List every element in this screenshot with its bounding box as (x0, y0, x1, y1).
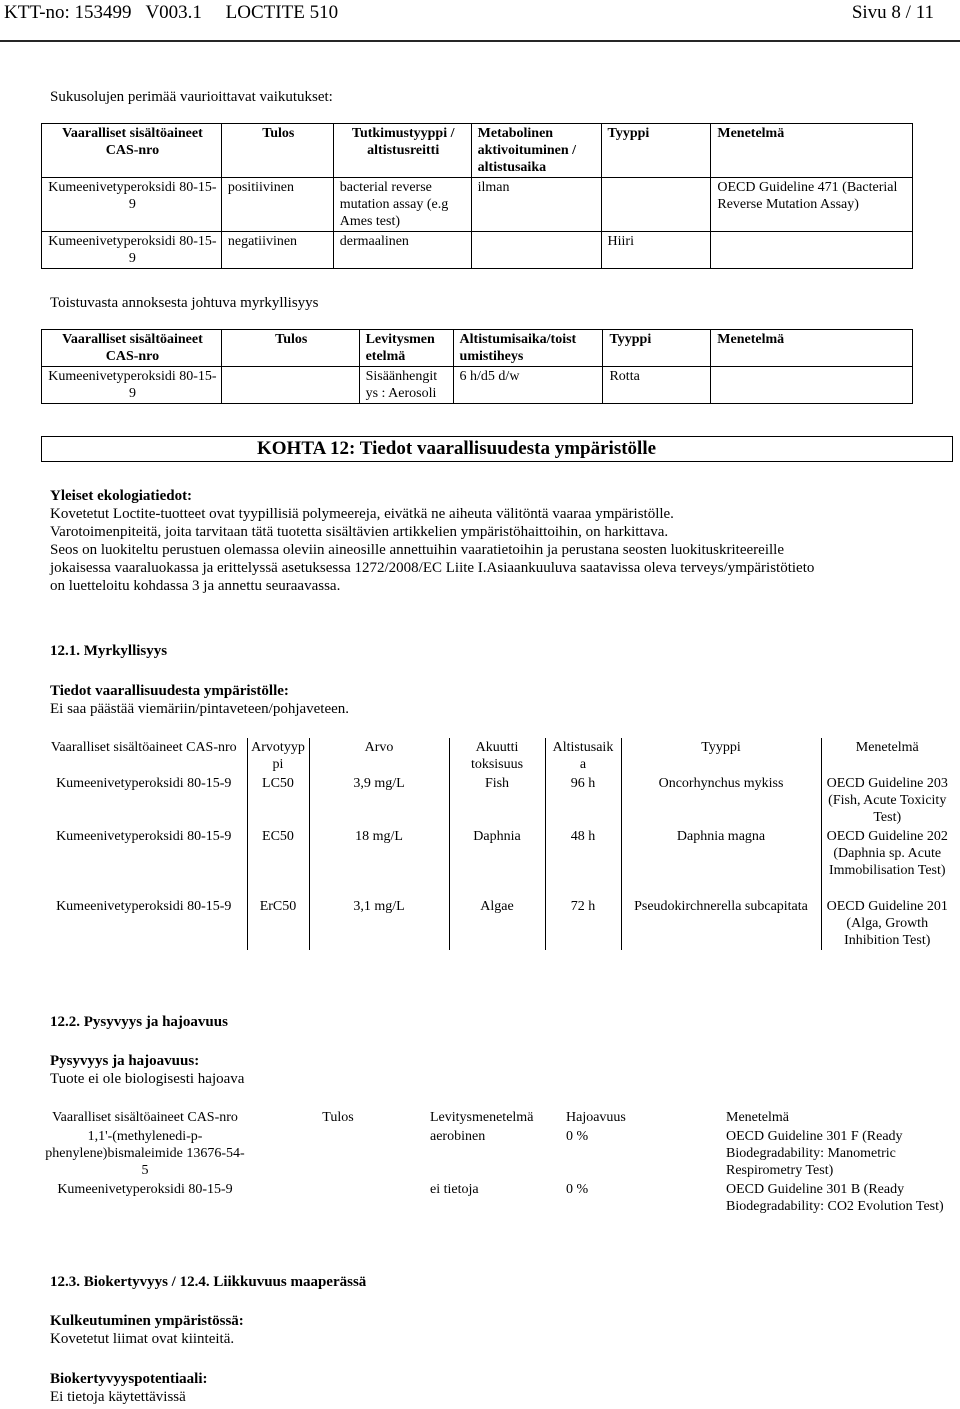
subsection-12-2-title: 12.2. Pysyvyys ja hajoavuus (50, 1014, 228, 1030)
mutagenicity-table (41, 123, 913, 269)
col-method: Menetelmä (726, 1110, 789, 1125)
cell-method: OECD Guideline 301 F (Ready Biodegradability: Manometric Respirometry Test) (726, 1129, 903, 1178)
cell-substance: Kumeenivetyperoksidi 80-15-9 (56, 776, 232, 791)
cell-species: Daphnia magna (621, 827, 821, 897)
cell-substance: Kumeenivetyperoksidi 80-15-9 (42, 367, 222, 404)
col-substance: Vaaralliset sisältöaineet CAS-nro (52, 1110, 238, 1125)
table-row (41, 774, 953, 827)
col-acute-tox: Akuutti toksisuus (449, 738, 545, 774)
mutagenicity-title: Sukusolujen perimää vaurioittavat vaikutukset: (50, 89, 333, 105)
cell-method: OECD Guideline 202 (Daphnia sp. Acute Immobilisation Test) (826, 829, 948, 878)
table-header-row (41, 1108, 953, 1127)
cell-study: bacterial reverse mutation assay (e.g Ames test) (333, 178, 471, 232)
col-activation: Metabolinen aktivoituminen / altistusaika (471, 124, 601, 178)
toxicity-label: Tiedot vaarallisuudesta ympäristölle: (50, 683, 289, 699)
col-route: Levitysmenetelmä (430, 1110, 534, 1125)
mobility-label: Kulkeutuminen ympäristössä: (50, 1313, 244, 1329)
col-route: Levitysmen etelmä (359, 330, 453, 367)
persistence-text: Tuote ei ole biologisesti hajoava (50, 1071, 245, 1087)
cell-exposure: 72 h (570, 899, 596, 914)
table-row (41, 827, 953, 897)
cell-result: negatiivinen (221, 232, 333, 269)
col-substance: Vaaralliset sisältöaineet CAS-nro (42, 330, 222, 367)
section-12-title: KOHTA 12: Tiedot vaarallisuudesta ympäristölle (257, 438, 657, 459)
cell-degradability: 0 % (566, 1182, 589, 1197)
cell-result (221, 367, 359, 404)
col-type: Tyyppi (601, 124, 711, 178)
col-substance: Vaaralliset sisältöaineet CAS-nro (50, 740, 237, 755)
page-header (0, 0, 960, 42)
persistence-label: Pysyvyys ja hajoavuus: (50, 1053, 200, 1069)
cell-route: Sisäänhengit ys : Aerosoli (359, 367, 453, 404)
cell-species: Pseudokirchnerella subcapitata (621, 897, 821, 950)
col-method: Menetelmä (711, 330, 913, 367)
cell-activation (471, 232, 601, 269)
persistence-table (41, 1108, 953, 1216)
subsection-12-3-title: 12.3. Biokertyvyys / 12.4. Liikkuvuus maaperässä (50, 1274, 367, 1290)
bioaccumulation-label: Biokertyvyyspotentiaali: (50, 1371, 208, 1387)
col-exposure: Altistusaik a (552, 740, 614, 772)
cell-value: 3,9 mg/L (353, 776, 405, 791)
mobility-text: Kovetetut liimat ovat kiinteitä. (50, 1331, 235, 1347)
cell-activation: ilman (471, 178, 601, 232)
page-number: Sivu 8 / 11 (851, 2, 934, 23)
repeated-dose-table (41, 329, 913, 404)
cell-type: Hiiri (601, 232, 711, 269)
table-header-row (42, 330, 913, 367)
cell-method (711, 367, 913, 404)
table-row (41, 1180, 953, 1216)
cell-result: positiivinen (221, 178, 333, 232)
cell-substance: 1,1'-(methylenedi-p-phenylene)bismaleimide 13676-54-5 (45, 1129, 245, 1178)
cell-method: OECD Guideline 471 (Bacterial Reverse Mutation Assay) (711, 178, 913, 232)
paragraph-line: on luetteloitu kohdassa 3 ja annettu seuraavassa. (50, 578, 341, 594)
col-type: Tyyppi (603, 330, 711, 367)
general-eco-text (50, 505, 950, 595)
document-id: KTT-no: 153499 V003.1 LOCTITE 510 (4, 2, 339, 23)
col-species: Tyyppi (621, 738, 821, 774)
col-result: Tulos (221, 124, 333, 178)
cell-value: 3,1 mg/L (353, 899, 405, 914)
col-study: Tutkimustyyppi / altistusreitti (333, 124, 471, 178)
cell-acute-tox: Daphnia (449, 827, 545, 897)
cell-route: ei tietoja (430, 1182, 479, 1197)
cell-acute-tox: Fish (449, 774, 545, 827)
repeated-dose-title: Toistuvasta annoksesta johtuva myrkyllisyys (50, 295, 319, 311)
toxicity-text: Ei saa päästää viemäriin/pintaveteen/pohjaveteen. (50, 701, 350, 717)
table-row (41, 1127, 953, 1180)
col-result: Tulos (322, 1110, 354, 1125)
col-result: Tulos (221, 330, 359, 367)
col-degradability: Hajoavuus (566, 1110, 626, 1125)
table-header-row (42, 124, 913, 178)
general-eco-label: Yleiset ekologiatiedot: (50, 488, 193, 504)
cell-substance: Kumeenivetyperoksidi 80-15-9 (42, 232, 222, 269)
cell-substance: Kumeenivetyperoksidi 80-15-9 (42, 178, 222, 232)
table-row (42, 367, 913, 404)
cell-type: Rotta (603, 367, 711, 404)
paragraph-line: Varotoimenpiteitä, joita tarvitaan tätä tuotetta sisältävien artikkelien ympäristöhaittoihin, on harkittava. (50, 524, 669, 540)
cell-substance: Kumeenivetyperoksidi 80-15-9 (57, 1182, 233, 1197)
cell-species: Oncorhynchus mykiss (621, 774, 821, 827)
cell-duration: 6 h/d5 d/w (453, 367, 603, 404)
col-value-type: Arvotyyp pi (247, 738, 309, 774)
cell-result (249, 1180, 427, 1216)
cell-method: OECD Guideline 203 (Fish, Acute Toxicity Test) (826, 776, 948, 825)
cell-type (601, 178, 711, 232)
paragraph-line: jokaisessa vaaraluokassa ja erittelyssä asetuksessa 1272/2008/EC Liite I.Asiaankuuluva saatavissa oleva terveys/ympäristötieto (50, 560, 815, 576)
bioaccumulation-text: Ei tietoja käytettävissä (50, 1389, 186, 1405)
cell-value-type: LC50 (247, 774, 309, 827)
toxicity-table (41, 738, 953, 950)
subsection-12-1-title: 12.1. Myrkyllisyys (50, 643, 168, 659)
cell-exposure: 48 h (570, 829, 596, 844)
cell-substance: Kumeenivetyperoksidi 80-15-9 (56, 829, 232, 844)
cell-degradability: 0 % (566, 1129, 589, 1144)
paragraph-line: Kovetetut Loctite-tuotteet ovat tyypillisiä polymeereja, eivätkä ne aiheuta välitöntä vaaraa ympäristölle. (50, 506, 674, 522)
cell-result (249, 1127, 427, 1180)
col-duration: Altistumisaika/toist umistiheys (453, 330, 603, 367)
table-row (42, 232, 913, 269)
cell-exposure: 96 h (570, 776, 596, 791)
cell-route: aerobinen (430, 1129, 486, 1144)
cell-method: OECD Guideline 201 (Alga, Growth Inhibition Test) (826, 899, 948, 948)
col-method: Menetelmä (855, 740, 919, 755)
col-substance: Vaaralliset sisältöaineet CAS-nro (42, 124, 222, 178)
cell-value: 18 mg/L (355, 829, 403, 844)
header-divider (0, 40, 960, 42)
cell-method (711, 232, 913, 269)
table-header-row (41, 738, 953, 774)
cell-acute-tox: Algae (449, 897, 545, 950)
cell-method: OECD Guideline 301 B (Ready Biodegradability: CO2 Evolution Test) (726, 1182, 944, 1214)
col-value: Arvo (364, 740, 394, 755)
cell-value-type: EC50 (247, 827, 309, 897)
cell-study: dermaalinen (333, 232, 471, 269)
paragraph-line: Seos on luokiteltu perustuen olemassa oleviin aineosille annettuihin vaaratietoihin ja perustana seosten luokituskriteereille (50, 542, 784, 558)
table-row (42, 178, 913, 232)
table-row (41, 897, 953, 950)
cell-value-type: ErC50 (247, 897, 309, 950)
col-method: Menetelmä (711, 124, 913, 178)
cell-substance: Kumeenivetyperoksidi 80-15-9 (56, 899, 232, 914)
section-12-heading-box (41, 436, 953, 462)
